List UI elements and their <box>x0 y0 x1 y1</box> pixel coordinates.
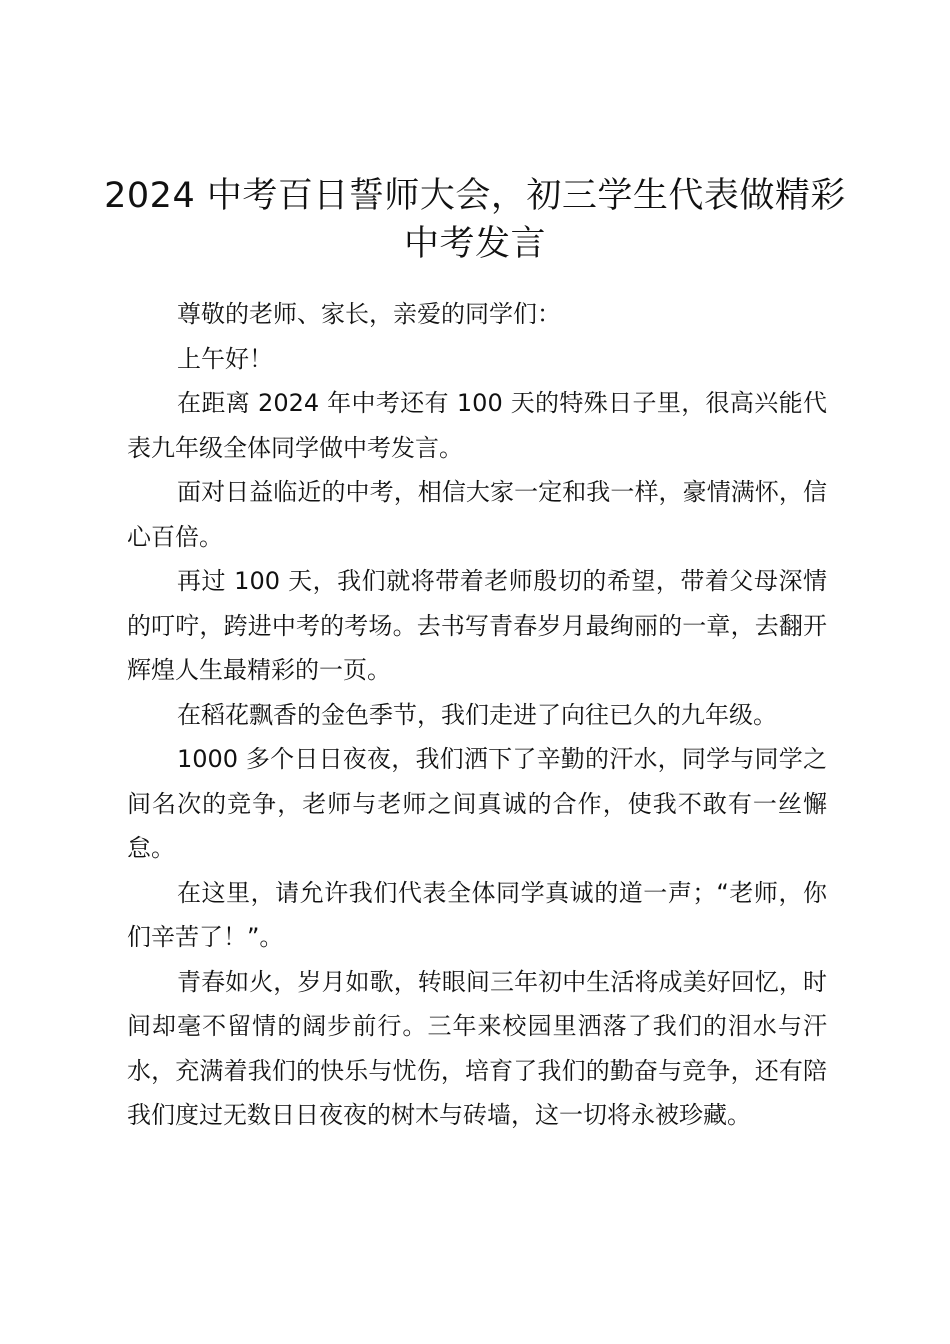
document-title: 2024 中考百日誓师大会，初三学生代表做精彩中考发言 <box>104 176 846 264</box>
paragraph: 再过 100 天，我们就将带着老师殷切的希望，带着父母深情的叮咛，跨进中考的考场。去书写青春岁月最绚丽的一章，去翻开辉煌人生最精彩的一页。 <box>127 567 827 684</box>
paragraph: 青春如火，岁月如歌，转眼间三年初中生活将成美好回忆，时间却毫不留情的阔步前行。三年来校园里洒落了我们的泪水与汗水，充满着我们的快乐与忧伤，培育了我们的勤奋与竞争，还有陪我们度过无数日日夜夜的树木与砖墙，这一切将永被珍藏。 <box>127 967 827 1129</box>
paragraph: 在稻花飘香的金色季节，我们走进了向往已久的九年级。 <box>177 700 777 729</box>
paragraph-salutation: 尊敬的老师、家长，亲爱的同学们： <box>177 300 561 328</box>
paragraph: 面对日益临近的中考，相信大家一定和我一样，豪情满怀，信心百倍。 <box>127 478 827 551</box>
paragraph: 在距离 2024 年中考还有 100 天的特殊日子里，很高兴能代表九年级全体同学做中考发言。 <box>127 389 827 462</box>
document-body <box>127 292 827 1138</box>
paragraph: 1000 多个日日夜夜，我们洒下了辛勤的汗水，同学与同学之间名次的竞争，老师与老师之间真诚的合作，使我不敢有一丝懈怠。 <box>127 745 827 862</box>
paragraph: 在这里，请允许我们代表全体同学真诚的道一声；“老师，你们辛苦了！”。 <box>127 878 827 951</box>
paragraph-greeting: 上午好！ <box>177 344 273 373</box>
